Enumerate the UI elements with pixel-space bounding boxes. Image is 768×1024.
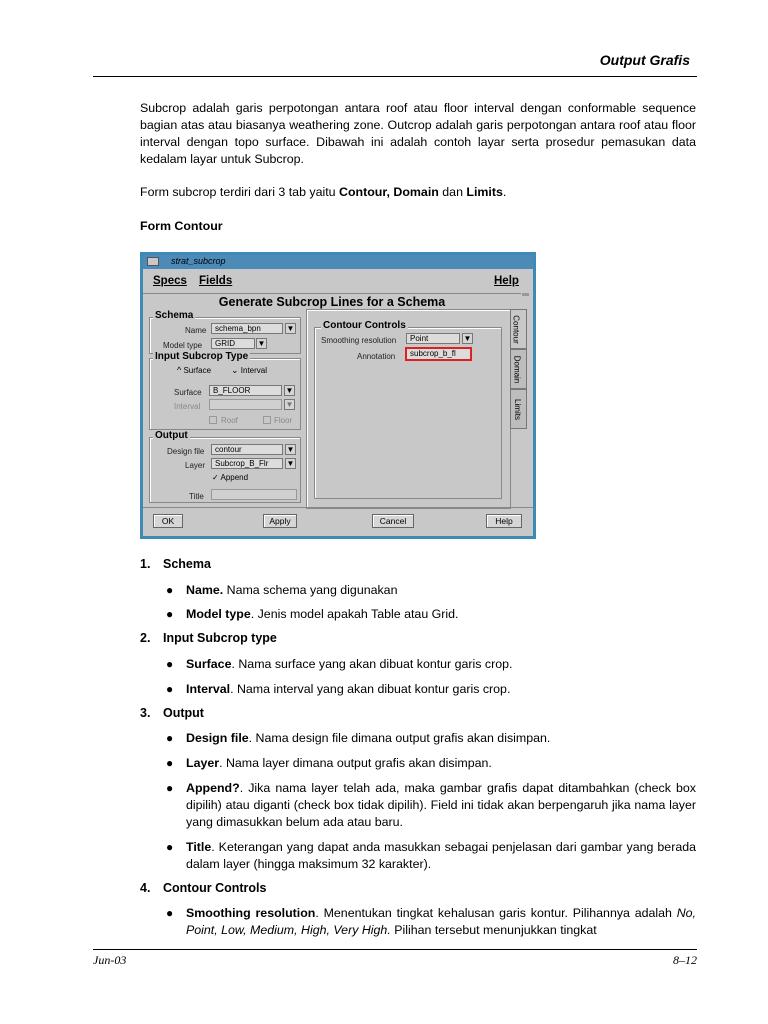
design-file-dropdown-icon[interactable]: ▼ — [286, 445, 295, 454]
append-check-icon: ✓ — [212, 473, 219, 482]
bullet-icon: ● — [166, 840, 174, 854]
contour-controls-title: Contour Controls — [323, 320, 406, 331]
radio-interval[interactable] — [231, 365, 267, 376]
list-item — [186, 905, 696, 939]
layer-dropdown-icon[interactable]: ▼ — [286, 459, 295, 468]
design-file-label: Design file — [167, 447, 205, 456]
annotation-label: Annotation — [357, 352, 396, 361]
bullet-icon: ● — [166, 682, 174, 696]
bullet-icon: ● — [166, 756, 174, 770]
term: Surface — [186, 657, 232, 671]
footer-page-number: 8–12 — [673, 953, 697, 967]
tabs-paragraph-tabs: Contour, Domain — [339, 185, 439, 199]
smoothing-field[interactable]: Point — [406, 333, 460, 344]
floor-label: Floor — [274, 416, 293, 425]
list-item — [186, 780, 696, 831]
intro-paragraph: Subcrop adalah garis perpotongan antara roof atau floor interval dengan conformable sequence bagian atas atau biasanya weathering zone. Outcrop adalah garis perpotongan antara roof atau floor interval dengan topo surface. Dibawah ini adalah contoh layar serta prosedur pemasukan data kedalam layar untuk Subcrop. — [140, 101, 696, 166]
radio-surface-label: Surface — [183, 366, 212, 375]
interval-dropdown-icon[interactable]: ▼ — [285, 400, 294, 409]
list-title-3: Output — [163, 706, 204, 720]
list-item — [186, 839, 696, 873]
layer-field[interactable]: Subcrop_B_Flr — [211, 458, 283, 469]
surface-field[interactable]: B_FLOOR — [209, 385, 282, 396]
term: Model type — [186, 607, 251, 621]
schema-name-field[interactable]: schema_bpn — [211, 323, 283, 334]
footer-date: Jun-03 — [93, 953, 127, 967]
tabs-paragraph-end: . — [502, 185, 507, 199]
list-title-2: Input Subcrop type — [163, 631, 277, 645]
list-item — [186, 681, 696, 698]
term: Interval — [186, 682, 231, 696]
dialog-heading: Generate Subcrop Lines for a Schema — [218, 295, 446, 309]
list-title-4: Contour Controls — [163, 881, 267, 895]
desc: . Nama design file dimana output grafis akan disimpan. — [248, 731, 551, 745]
tab-contour[interactable] — [510, 309, 527, 349]
tab-limits[interactable] — [510, 389, 527, 429]
dialog-titlebar[interactable] — [143, 255, 533, 269]
tabs-paragraph-prefix: Form subcrop terdiri dari 3 tab yaitu — [140, 185, 340, 199]
schema-group-title: Schema — [155, 310, 194, 321]
list-number-1: 1. — [140, 557, 151, 571]
ok-button[interactable]: OK — [153, 514, 183, 528]
bullet-icon: ● — [166, 781, 174, 795]
smoothing-label: Smoothing resolution — [321, 336, 397, 345]
desc: . Jika nama layer telah ada, maka gambar grafis dapat ditambahkan (check box dipilih) atau diganti (check box tidak dipilih). Field ini tidak akan berpengaruh jika nama layer yang dimasukkan belum ada atau baru. — [186, 781, 696, 829]
list-item — [186, 656, 696, 673]
options: No, Point, Low, Medium, High, Very High. — [186, 906, 696, 937]
term: Append? — [186, 781, 240, 795]
tabs-paragraph-and: dan — [438, 185, 467, 199]
form-contour-heading: Form Contour — [140, 219, 223, 233]
radio-interval-label: Interval — [240, 366, 268, 375]
annotation-field[interactable]: subcrop_b_fl — [405, 347, 472, 361]
title-label: Title — [189, 492, 204, 501]
menu-specs[interactable]: Specs — [153, 275, 187, 287]
schema-name-dropdown-icon[interactable]: ▼ — [286, 324, 295, 333]
desc: Nama schema yang digunakan — [223, 583, 398, 597]
interval-label: Interval — [174, 402, 201, 411]
dialog-menubar — [143, 269, 533, 293]
bullet-icon: ● — [166, 583, 174, 597]
roof-checkbox[interactable] — [209, 416, 217, 424]
tab-limits-label: Limits — [512, 399, 522, 420]
model-type-dropdown-icon[interactable]: ▼ — [257, 339, 266, 348]
title-field[interactable] — [211, 489, 297, 500]
term: Layer — [186, 756, 220, 770]
append-checkbox[interactable] — [212, 473, 248, 482]
apply-button[interactable]: Apply — [263, 514, 297, 528]
tab-domain[interactable] — [510, 349, 527, 389]
list-item — [186, 755, 696, 772]
term: Title — [186, 840, 212, 854]
floor-checkbox[interactable] — [263, 416, 271, 424]
list-number-3: 3. — [140, 706, 151, 720]
desc: . Menentukan tingkat kehalusan garis kontur. Pilihannya adalah — [315, 906, 677, 920]
model-type-field[interactable]: GRID — [211, 338, 255, 349]
tab-contour-label: Contour — [511, 315, 521, 344]
input-subcrop-group-title: Input Subcrop Type — [155, 351, 249, 362]
desc: . Nama interval yang akan dibuat kontur garis crop. — [230, 682, 511, 696]
desc: . Nama surface yang akan dibuat kontur garis crop. — [231, 657, 513, 671]
desc: . Keterangan yang dapat anda masukkan sebagai penjelasan dari gambar yang berada dalam layer (hingga maksimum 32 karakter). — [186, 840, 696, 871]
subcrop-dialog — [140, 252, 536, 539]
term: Smoothing resolution — [186, 906, 316, 920]
menu-help[interactable]: Help — [494, 275, 519, 287]
window-menu-button[interactable] — [147, 257, 159, 266]
header-rule — [93, 76, 697, 77]
list-number-2: 2. — [140, 631, 151, 645]
help-button[interactable]: Help — [486, 514, 522, 528]
desc: . Nama layer dimana output grafis akan disimpan. — [219, 756, 492, 770]
roof-label: Roof — [221, 416, 238, 425]
schema-name-label: Name — [185, 326, 207, 335]
bullet-icon: ● — [166, 731, 174, 745]
surface-label: Surface — [174, 388, 202, 397]
surface-dropdown-icon[interactable]: ▼ — [285, 386, 294, 395]
term: Design file — [186, 731, 249, 745]
design-file-field[interactable]: contour — [211, 444, 283, 455]
dialog-window-title: strat_subcrop — [171, 256, 226, 266]
cancel-button[interactable]: Cancel — [372, 514, 414, 528]
output-group-title: Output — [155, 430, 188, 441]
tabs-paragraph — [140, 184, 696, 201]
append-label: Append — [220, 473, 249, 482]
button-bar-divider — [143, 507, 533, 508]
bullet-icon: ● — [166, 657, 174, 671]
tabs-paragraph-limits: Limits — [466, 185, 503, 199]
desc: . Jenis model apakah Table atau Grid. — [250, 607, 459, 621]
dialog-body — [143, 255, 533, 536]
model-type-label: Model type — [163, 341, 203, 350]
bullet-icon: ● — [166, 906, 174, 920]
menubar-divider — [143, 293, 521, 294]
radio-surface-icon: ^ — [177, 365, 182, 375]
page-header-title: Output Grafis — [599, 52, 690, 68]
list-number-4: 4. — [140, 881, 151, 895]
radio-interval-icon: ⌄ — [231, 365, 239, 375]
list-item — [186, 730, 696, 747]
layer-label: Layer — [185, 461, 206, 470]
radio-surface[interactable] — [177, 365, 211, 375]
interval-field[interactable] — [209, 399, 282, 410]
tab-domain-label: Domain — [512, 355, 522, 384]
scroll-arrow[interactable] — [522, 293, 529, 296]
term: Name. — [186, 583, 224, 597]
list-item — [186, 582, 696, 599]
list-item — [186, 606, 696, 623]
bullet-icon: ● — [166, 607, 174, 621]
smoothing-dropdown-icon[interactable]: ▼ — [463, 334, 472, 343]
menu-fields[interactable]: Fields — [199, 275, 233, 287]
footer-rule — [93, 949, 697, 950]
list-title-1: Schema — [163, 557, 211, 571]
desc-tail: Pilihan tersebut menunjukkan tingkat — [390, 923, 597, 937]
